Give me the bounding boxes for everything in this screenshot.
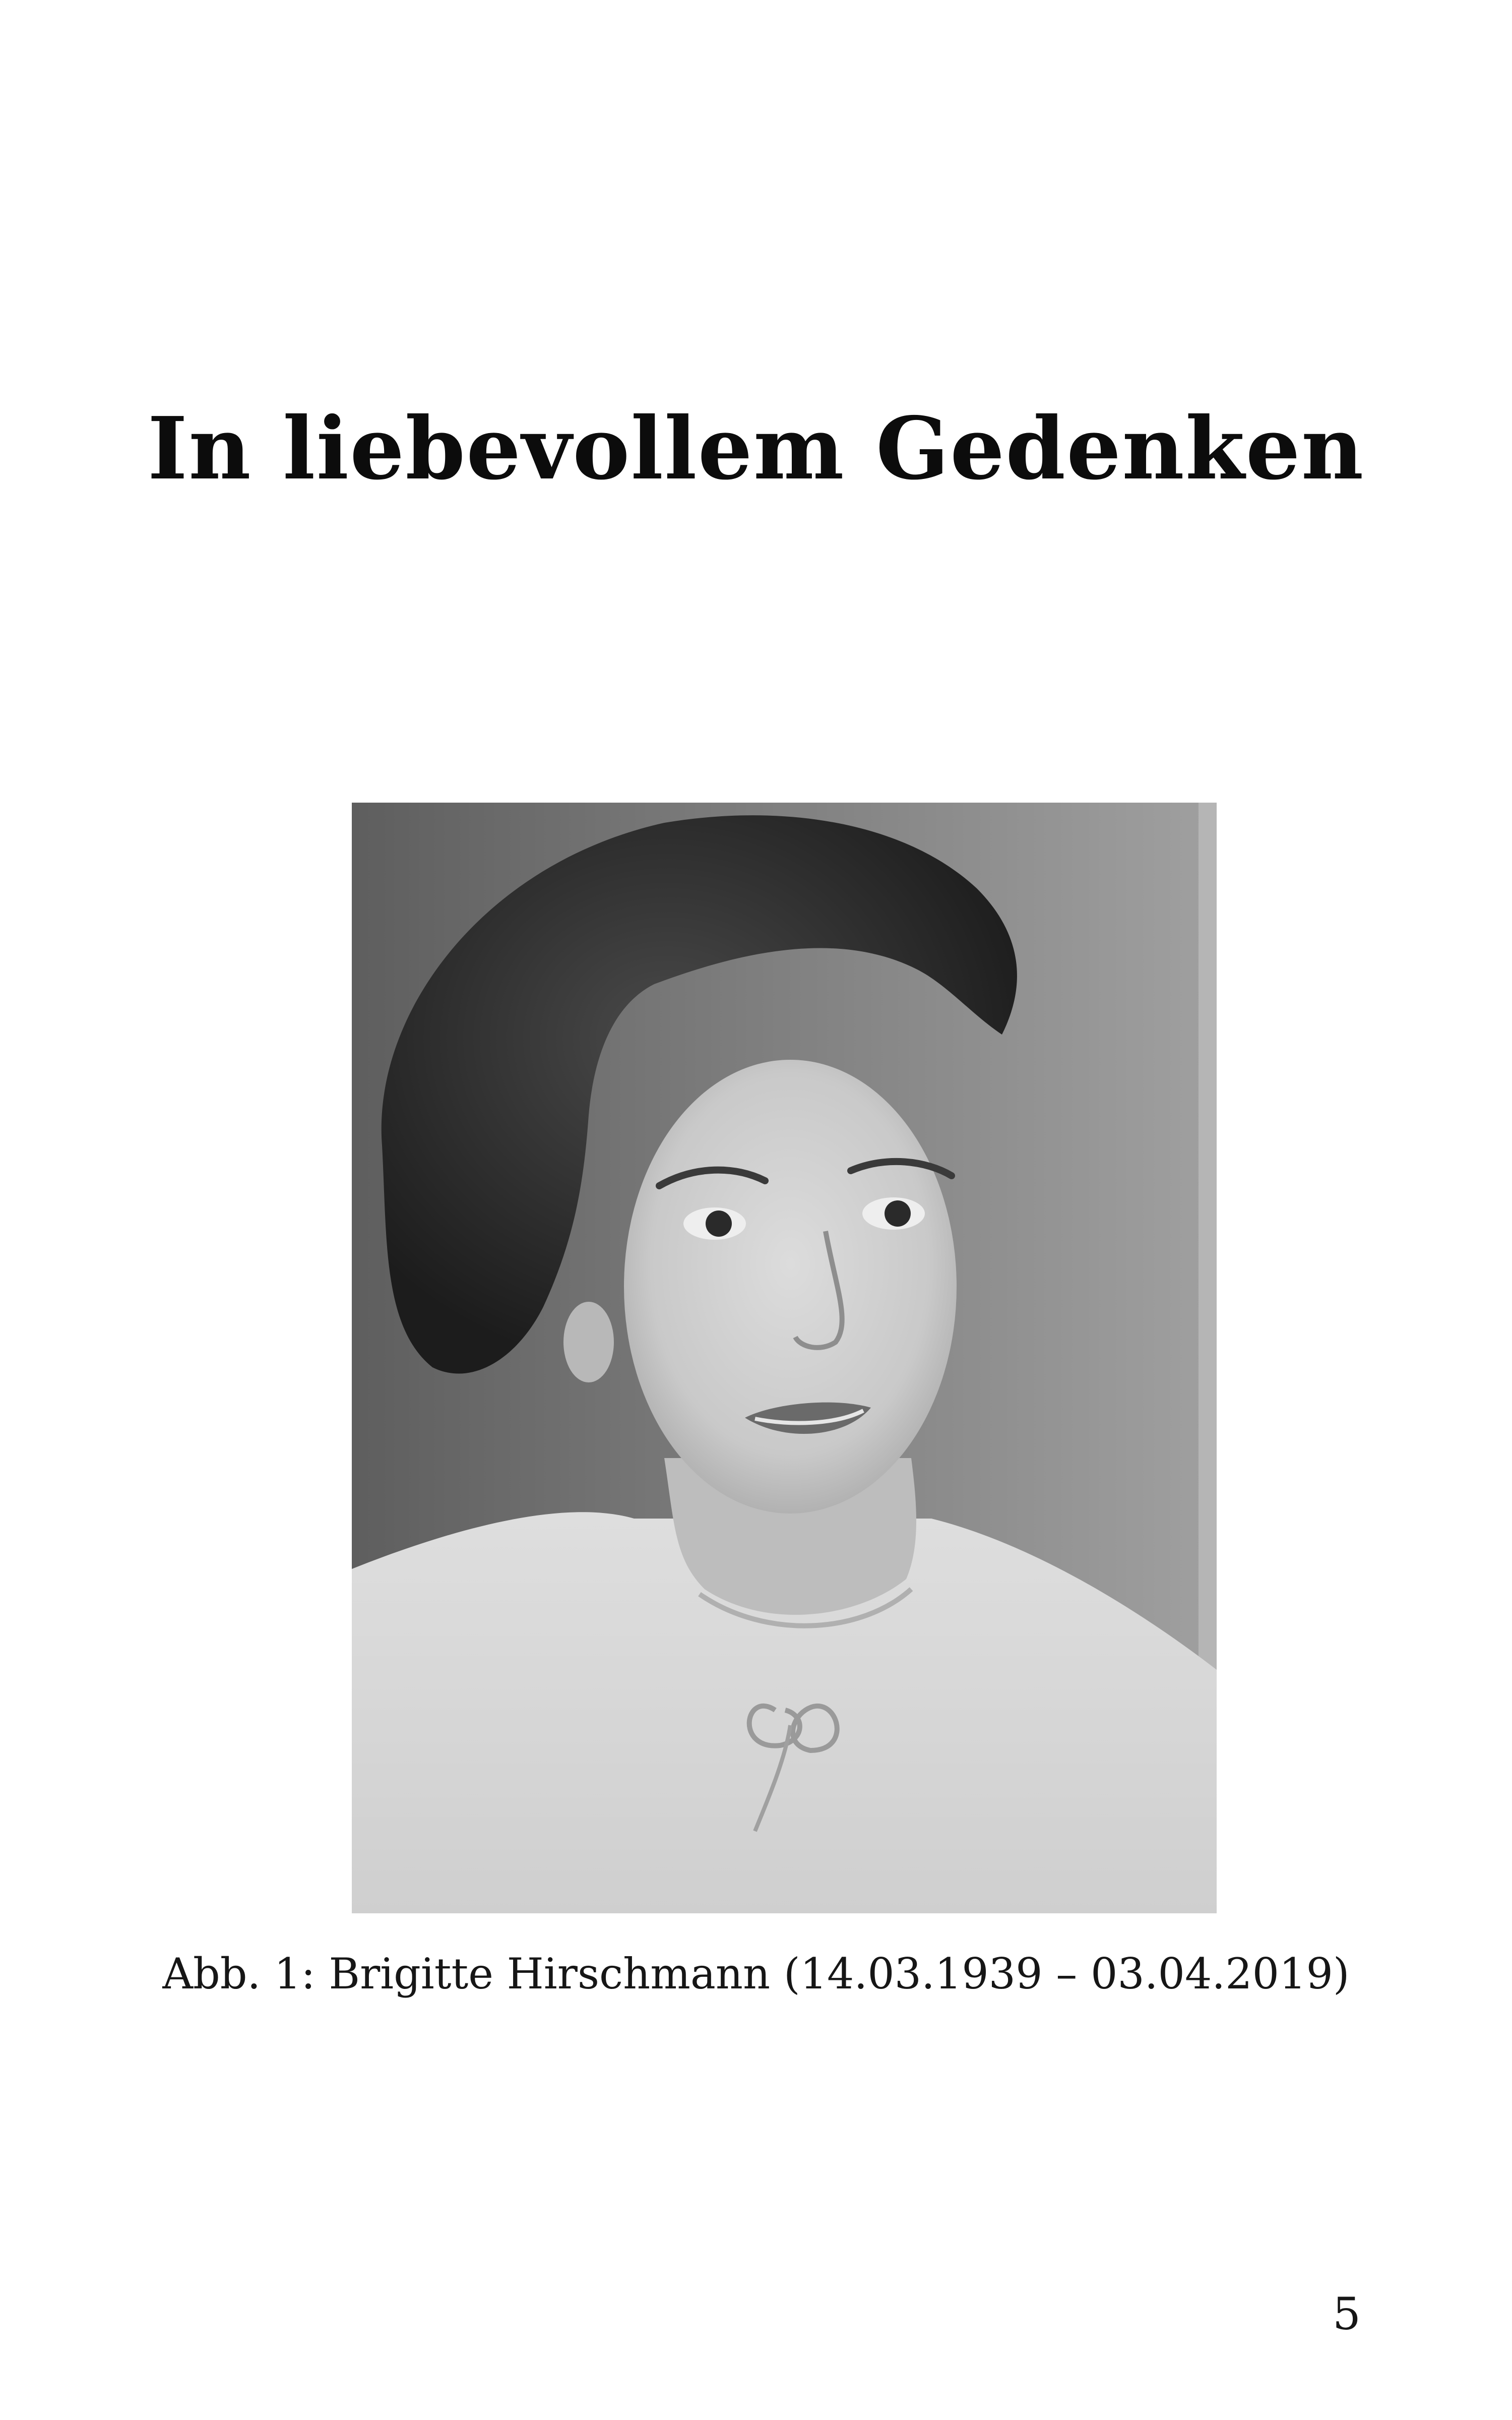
page-number: 5 bbox=[1333, 2288, 1361, 2340]
page-title: In liebevollem Gedenken bbox=[147, 398, 1365, 499]
portrait-photo bbox=[352, 803, 1217, 1913]
figure-caption: Abb. 1: Brigitte Hirschmann (14.03.1939 – 03.04.2019) bbox=[162, 1949, 1350, 1999]
